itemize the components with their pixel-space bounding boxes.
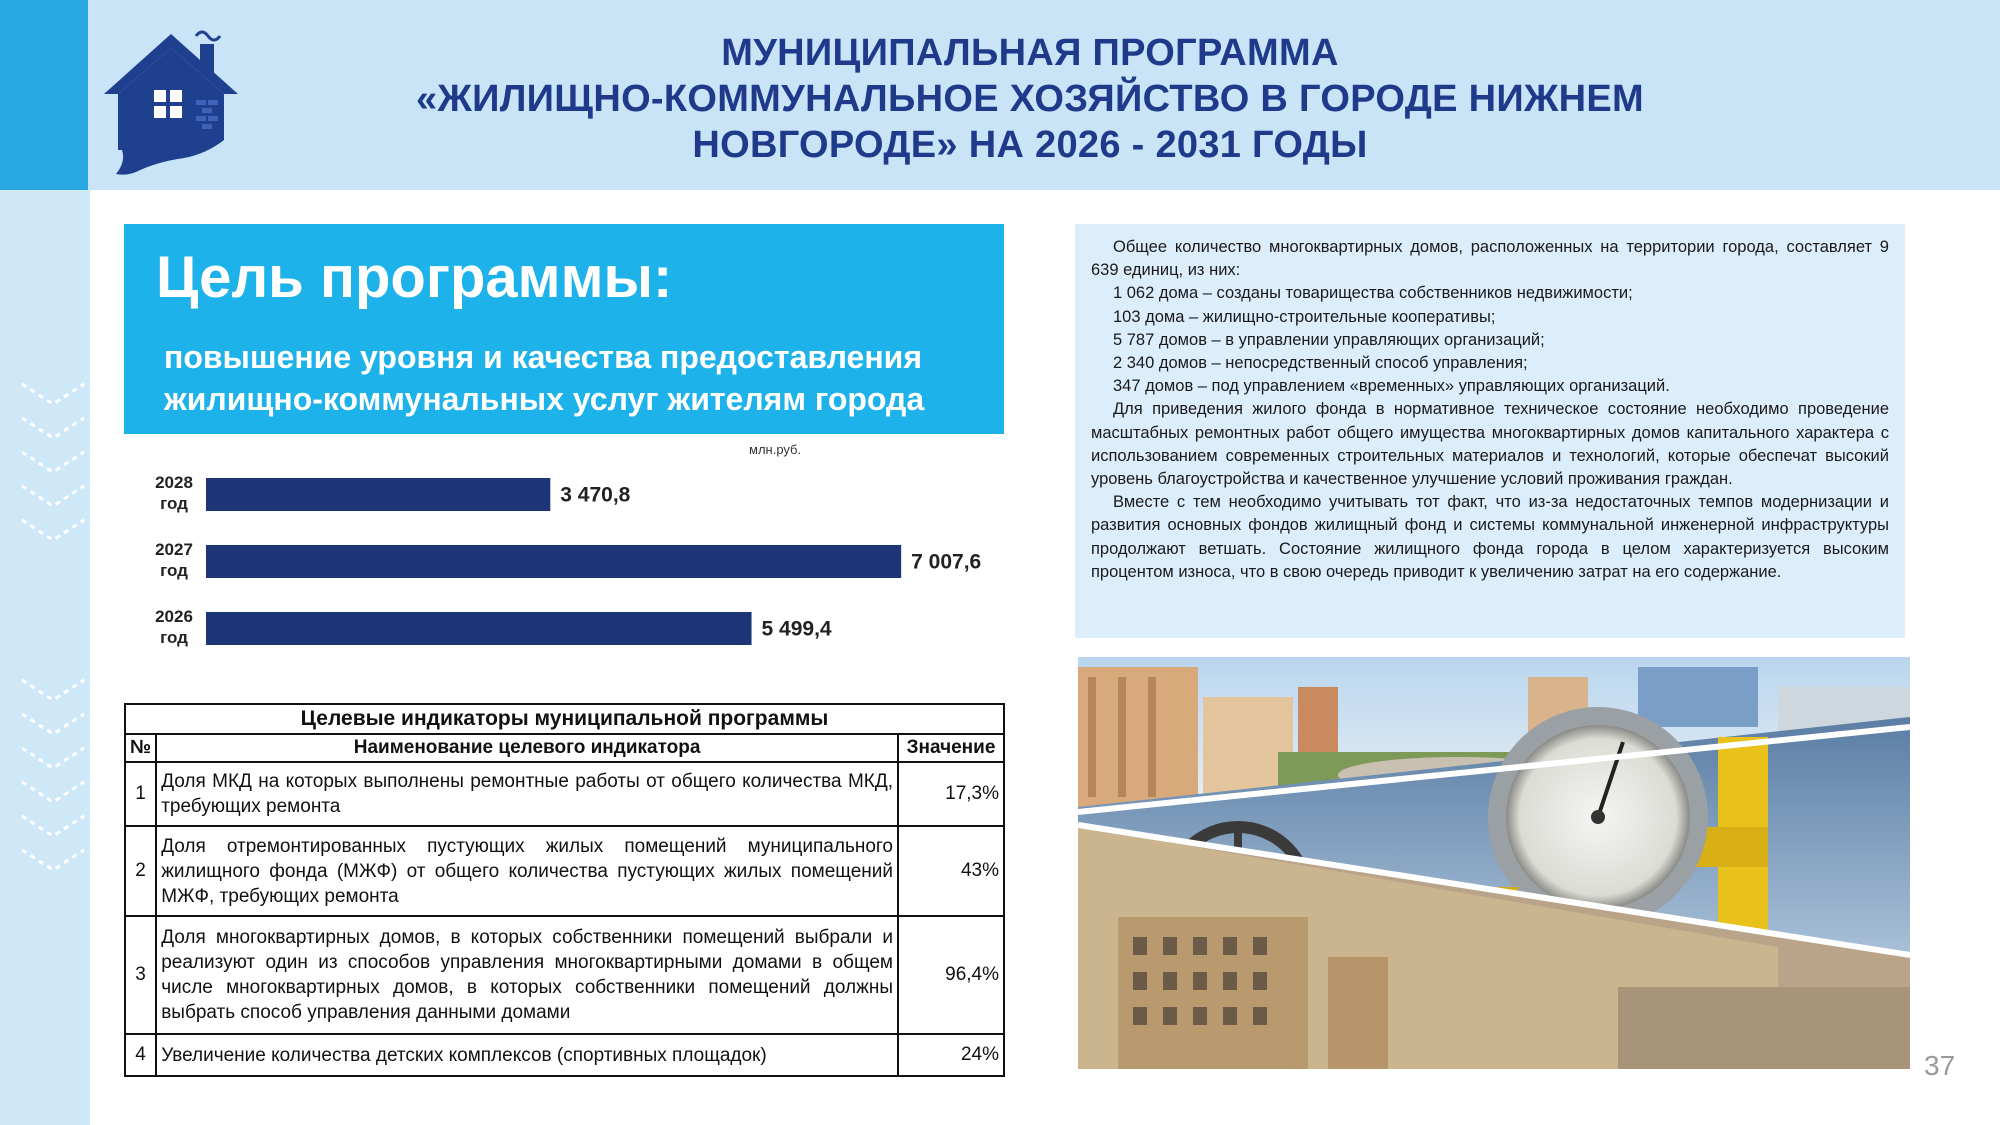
table-caption: Целевые индикаторы муниципальной программы xyxy=(125,704,1004,734)
column-header-number: № xyxy=(125,734,156,762)
indicator-value: 24% xyxy=(898,1034,1004,1076)
info-paragraph-3: Вместе с тем необходимо учитывать тот факт, что из-за недостаточных темпов модернизации и развития основных фондов жилищный фонд и системы коммунальной инженерной инфраструктуры продолжают ветшать. Состояние жилищного фонда города в целом характеризуется высоким процентом износа, что в свою очередь приводит к увеличению затрат на его содержание. xyxy=(1091,493,1889,581)
housing-info-text xyxy=(1075,224,1905,638)
category-label: год xyxy=(160,628,188,647)
indicator-value: 96,4% xyxy=(898,916,1004,1034)
category-label: год xyxy=(160,561,188,580)
row-number: 2 xyxy=(125,826,156,916)
table-row xyxy=(125,1034,1004,1076)
chart-canvas xyxy=(124,440,1004,670)
header-accent-block xyxy=(0,0,88,190)
page-title-line-1: МУНИЦИПАЛЬНАЯ ПРОГРАММА xyxy=(721,32,1339,74)
info-list-item: 1 062 дома – созданы товарищества собственников недвижимости; xyxy=(1113,284,1633,303)
category-label: 2027 xyxy=(155,540,193,559)
funding-bar-chart xyxy=(124,440,1004,670)
house-logo-icon xyxy=(96,22,246,182)
column-header-value: Значение xyxy=(898,734,1004,762)
indicators-table xyxy=(124,703,1005,1077)
goal-heading: Цель программы: xyxy=(156,245,673,310)
housing-utilities-photo xyxy=(1078,657,1910,1069)
bar-value-label: 3 470,8 xyxy=(560,483,631,507)
table-row xyxy=(125,762,1004,826)
info-list-item: 103 дома – жилищно-строительные кооперативы; xyxy=(1113,307,1496,326)
page-title-line-2: «ЖИЛИЩНО-КОММУНАЛЬНОЕ ХОЗЯЙСТВО В ГОРОДЕ НИЖНЕМ xyxy=(416,78,1644,120)
info-paragraph-2: Для приведения жилого фонда в нормативное техническое состояние необходимо проведение масштабных ремонтных работ общего имущества многоквартирных домов капитального характера с использованием современных строительных материалов и технологий, которые обеспечат высокий уровень благоустройства и качественное улучшение условий проживания граждан. xyxy=(1091,400,1889,489)
page-number: 37 xyxy=(1924,1050,1956,1081)
table-row xyxy=(125,916,1004,1034)
indicator-value: 17,3% xyxy=(898,762,1004,826)
indicator-name: Доля отремонтированных пустующих жилых помещений муниципального жилищного фонда (МЖФ) от общего количества пустующих жилых помещений МЖФ, требующих ремонта xyxy=(156,826,898,916)
info-list-item: 347 домов – под управлением «временных» управляющих организаций. xyxy=(1113,377,1670,396)
indicator-value: 43% xyxy=(898,826,1004,916)
column-header-name: Наименование целевого индикатора xyxy=(156,734,898,762)
bar-2027 xyxy=(206,545,901,578)
page-title-line-3: НОВГОРОДЕ» НА 2026 - 2031 ГОДЫ xyxy=(692,124,1368,166)
category-label: 2028 xyxy=(155,473,193,492)
bar-2028 xyxy=(206,478,550,511)
row-number: 4 xyxy=(125,1034,156,1076)
info-paragraph-1: Общее количество многоквартирных домов, расположенных на территории города, составляет 9 639 единиц, из них: xyxy=(1091,238,1889,280)
table-row xyxy=(125,826,1004,916)
row-number: 1 xyxy=(125,762,156,826)
category-label: год xyxy=(160,494,188,513)
row-number: 3 xyxy=(125,916,156,1034)
category-label: 2026 xyxy=(155,607,193,626)
program-goal-box xyxy=(124,224,1004,434)
page-title xyxy=(330,30,1730,168)
indicator-name: Доля многоквартирных домов, в которых собственники помещений выбрали и реализуют один из способов управления многоквартирными домами в общем числе многоквартирных домов, в которых собственники помещений должны выбрать способ управления данными домами xyxy=(156,916,898,1034)
chevron-decor-icon xyxy=(18,380,88,900)
bar-2026 xyxy=(206,612,752,645)
indicator-name: Доля МКД на которых выполнены ремонтные работы от общего количества МКД, требующих ремонта xyxy=(156,762,898,826)
info-list-item: 5 787 домов – в управлении управляющих организаций; xyxy=(1113,330,1545,349)
bar-value-label: 5 499,4 xyxy=(761,617,832,641)
bar-value-label: 7 007,6 xyxy=(911,550,982,574)
indicator-name: Увеличение количества детских комплексов (спортивных площадок) xyxy=(156,1034,898,1076)
chart-unit-label: млн.руб. xyxy=(749,442,802,457)
info-list-item: 2 340 домов – непосредственный способ управления; xyxy=(1113,354,1528,373)
goal-text: повышение уровня и качества предоставления жилищно-коммунальных услуг жителям города xyxy=(164,339,925,417)
